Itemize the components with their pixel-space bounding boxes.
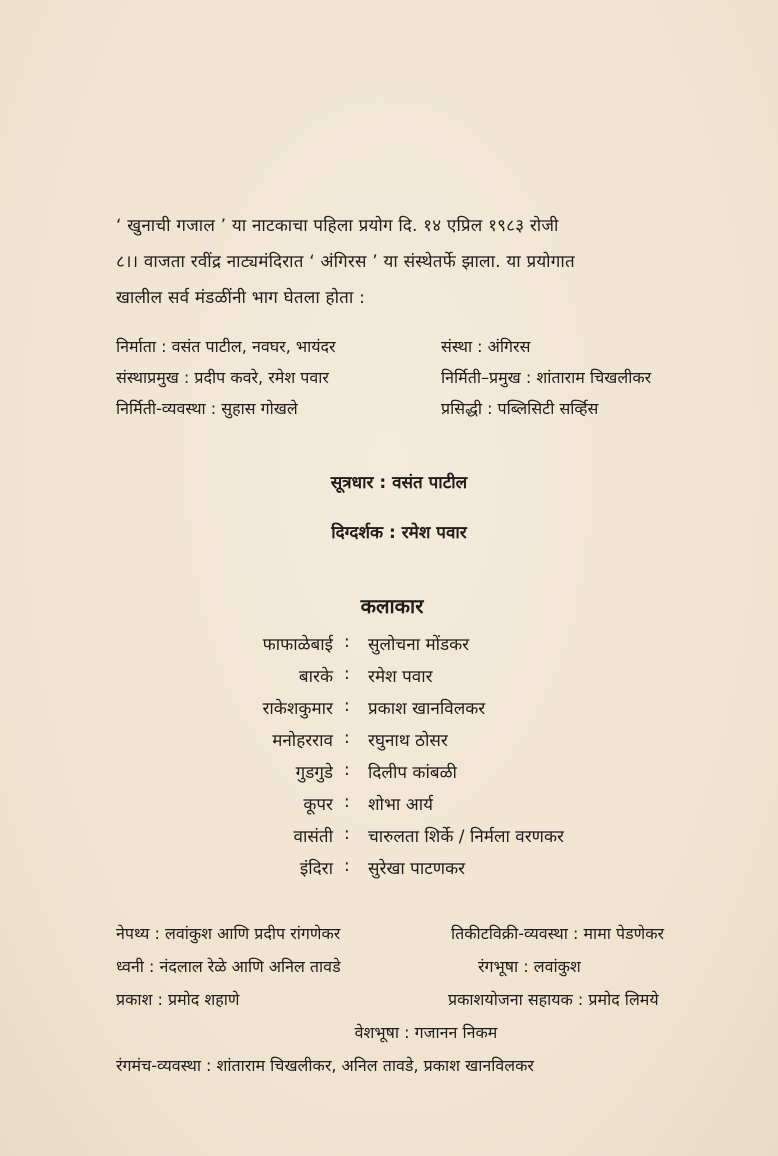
sound-credit: ध्वनी : नंदलाल रेळे आणि अनिल तावडे — [116, 957, 341, 976]
nepathya-credit: नेपथ्य : लवांकुश आणि प्रदीप रांगणेकर — [116, 924, 341, 943]
costume-credit: वेशभूषा : गजानन निकम — [354, 1023, 498, 1042]
crew-row — [116, 366, 736, 397]
cast-actor: सुरेखा पाटणकर — [368, 859, 466, 879]
cast-actor: शोभा आर्य — [368, 795, 433, 815]
cast-actor: रघुनाथ ठोसर — [368, 731, 448, 751]
intro-line: खालील सर्व मंडळींनी भाग घेतला होता : — [116, 288, 365, 308]
intro-paragraph — [116, 208, 736, 316]
makeup-credit: रंगभूषा : लवांकुश — [478, 957, 581, 976]
cast-row — [0, 760, 778, 792]
cast-role: राकेशकुमार — [262, 699, 333, 719]
director-credit: दिग्दर्शक : रमेश पवार — [331, 523, 467, 543]
technical-credits — [116, 922, 736, 1087]
crew-row — [116, 397, 736, 428]
tech-row — [116, 922, 736, 955]
cast-separator: : — [344, 696, 350, 716]
production-crew — [116, 335, 736, 428]
cast-list — [0, 632, 778, 888]
tech-row — [116, 988, 736, 1021]
tech-row — [116, 955, 736, 988]
cast-row — [0, 792, 778, 824]
cast-row — [0, 856, 778, 888]
cast-role: वासंती — [293, 827, 333, 847]
cast-separator: : — [344, 856, 350, 876]
cast-separator: : — [344, 760, 350, 780]
cast-heading: कलाकार — [360, 594, 424, 618]
tech-row — [116, 1054, 736, 1087]
cast-separator: : — [344, 792, 350, 812]
crew-credit: निर्मिती-व्यवस्था : सुहास गोखले — [116, 399, 298, 418]
cast-separator: : — [344, 824, 350, 844]
cast-row — [0, 824, 778, 856]
crew-credit: निर्मिती–प्रमुख : शांताराम चिखलीकर — [441, 368, 652, 387]
crew-credit: संस्थाप्रमुख : प्रदीप कवरे, रमेश पवार — [116, 368, 329, 387]
cast-role: कूपर — [303, 795, 333, 815]
lighting-assistant-credit: प्रकाशयोजना सहायक : प्रमोद लिमये — [448, 990, 659, 1009]
cast-role: गुडगुडे — [295, 763, 333, 783]
cast-actor: चारुलता शिर्के / निर्मला वरणकर — [368, 827, 564, 847]
cast-role: बारके — [298, 667, 333, 687]
intro-line: ८।। वाजता रवींद्र नाट्यमंदिरात ‘ अंगिरस ’ या संस्थेतर्फे झाला. या प्रयोगात — [116, 252, 575, 272]
cast-row — [0, 728, 778, 760]
cast-separator: : — [344, 728, 350, 748]
lighting-credit: प्रकाश : प्रमोद शहाणे — [116, 990, 240, 1009]
cast-role: मनोहरराव — [272, 731, 333, 751]
cast-actor: प्रकाश खानविलकर — [368, 699, 486, 719]
crew-row — [116, 335, 736, 366]
cast-separator: : — [344, 632, 350, 652]
cast-separator: : — [344, 664, 350, 684]
cast-role: फाफाळेबाई — [262, 635, 333, 655]
cast-role: इंदिरा — [299, 859, 333, 879]
cast-row — [0, 632, 778, 664]
stage-management-credit: रंगमंच-व्यवस्था : शांताराम चिखलीकर, अनिल तावडे, प्रकाश खानविलकर — [116, 1056, 534, 1075]
cast-actor: सुलोचना मोंडकर — [368, 635, 470, 655]
tech-row — [116, 1021, 736, 1054]
crew-credit: संस्था : अंगिरस — [441, 337, 531, 356]
ticket-sales-credit: तिकीटविक्री-व्यवस्था : मामा पेडणेकर — [451, 924, 665, 943]
cast-row — [0, 696, 778, 728]
crew-credit: निर्माता : वसंत पाटील, नवघर, भायंदर — [116, 337, 336, 356]
cast-actor: दिलीप कांबळी — [368, 763, 457, 783]
intro-line: ‘ खुनाची गजाल ’ या नाटकाचा पहिला प्रयोग दि. १४ एप्रिल १९८३ रोजी — [116, 216, 559, 236]
sutradhar-credit: सूत्रधार : वसंत पाटील — [330, 473, 468, 493]
crew-credit: प्रसिद्धी : पब्लिसिटी सर्व्हिस — [441, 399, 599, 418]
cast-row — [0, 664, 778, 696]
cast-actor: रमेश पवार — [368, 667, 433, 687]
